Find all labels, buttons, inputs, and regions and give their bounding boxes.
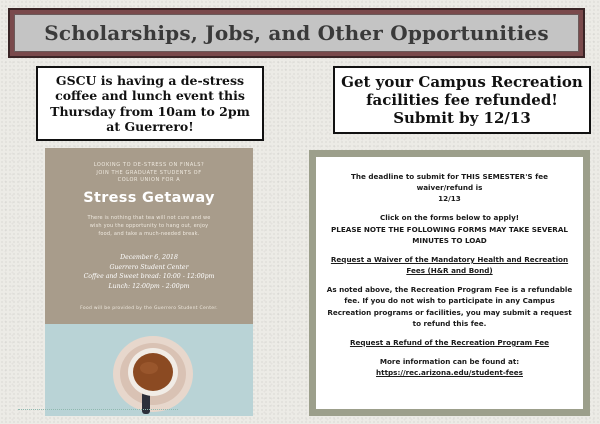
deadline-paragraph (324, 171, 575, 204)
student-fees-link[interactable]: https://rec.arizona.edu/student-fees (376, 368, 523, 378)
deadline-text: The deadline to submit for THIS SEMESTER'S fee waiver/refund is (351, 172, 548, 193)
coffee-cup-icon (45, 324, 253, 416)
fee-refund-headline: Get your Campus Recreation facilities fee refunded! (341, 73, 583, 109)
stress-getaway-flyer (45, 148, 253, 416)
destress-event-text: GSCU is having a de-stress coffee and lunch event this Thursday from 10am to 2pm at Guerrero! (50, 73, 250, 134)
header-banner-inner (14, 14, 579, 52)
decorative-divider (18, 406, 178, 410)
flyer-date: December 6, 2018 (120, 254, 178, 261)
flyer-photo-panel (45, 324, 253, 416)
header-banner (8, 8, 585, 58)
flyer-intro-line: COLOR UNION FOR A (117, 177, 181, 183)
waiver-form-link[interactable]: Request a Waiver of the Mandatory Health and Recreation Fees (H&R and Bond) (330, 254, 569, 276)
flyer-provided-note: Food will be provided by the Guerrero Student Center. (80, 306, 218, 311)
flyer-intro-line: JOIN THE GRADUATE STUDENTS OF (96, 169, 202, 176)
flyer-description-line: food, and take a much-needed break. (98, 231, 200, 237)
fee-refund-info-content (316, 157, 583, 409)
click-instruction: Click on the forms below to apply! (379, 213, 520, 223)
flyer-location: Guerrero Student Center (109, 263, 189, 271)
flyer-description (59, 214, 239, 238)
flyer-lunch-time: Lunch: 12:00pm - 2:00pm (108, 282, 190, 290)
flyer-text-panel (45, 148, 253, 324)
fee-refund-notice (333, 66, 591, 134)
more-info-label: More information can be found at: (379, 357, 520, 367)
flyer-intro (57, 162, 241, 185)
flyer-coffee-time: Coffee and Sweet bread: 10:00 - 12:00pm (83, 273, 215, 281)
instructions-paragraph (324, 212, 575, 245)
more-info-paragraph (324, 356, 575, 378)
refund-form-link[interactable]: Request a Refund of the Recreation Program Fee (349, 337, 550, 347)
deadline-date: 12/13 (438, 194, 461, 204)
destress-event-notice (36, 66, 264, 141)
fee-refund-deadline: Submit by 12/13 (393, 109, 531, 127)
flyer-title: Stress Getaway (83, 190, 215, 206)
page-title: Scholarships, Jobs, and Other Opportunities (44, 21, 549, 45)
flyer-description-line: There is nothing that tea will not cure and we (87, 215, 211, 221)
flyer-description-line: wish you the opportunity to hang out, enjoy (89, 223, 209, 229)
fee-refund-info-panel (309, 150, 590, 416)
refundable-fee-text: As noted above, the Recreation Program Fee is a refundable fee. If you do not wish to participate in any Campus Recreation programs or facilities, you may submit a request to refund this fee. (326, 285, 573, 328)
flyer-intro-line: LOOKING TO DE-STRESS ON FINALS? (93, 162, 205, 168)
flyer-event-details (45, 253, 253, 291)
loading-note: PLEASE NOTE THE FOLLOWING FORMS MAY TAKE SEVERAL MINUTES TO LOAD (331, 224, 568, 245)
